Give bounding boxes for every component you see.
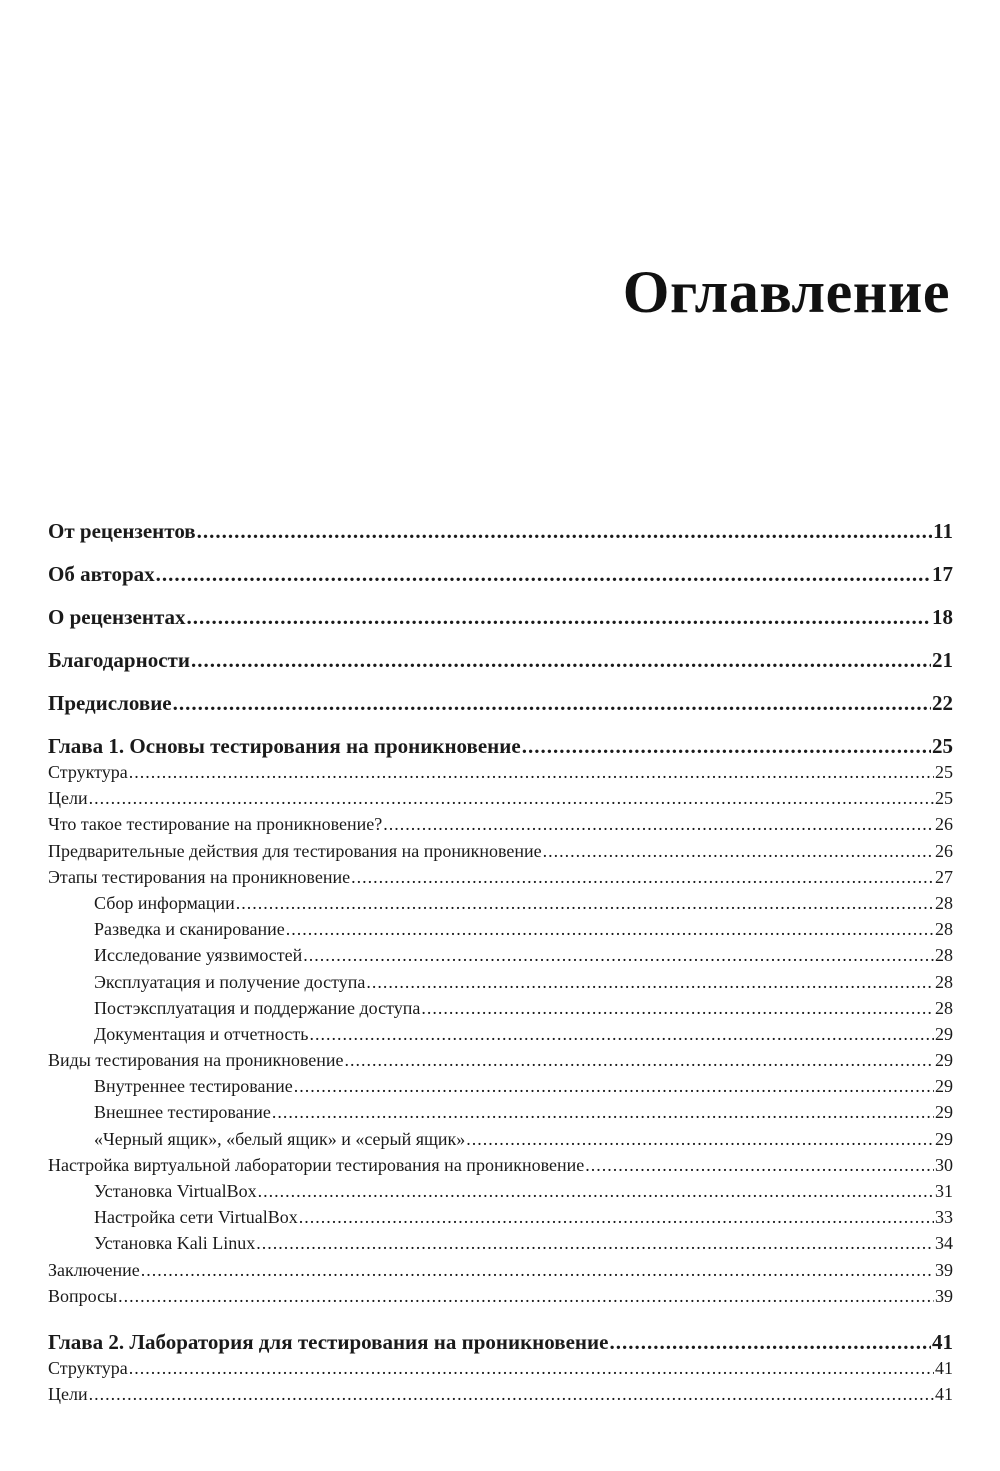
toc-entry-title: Эксплуатация и получение доступа [94,971,366,992]
toc-entry-title: Документация и отчетность [94,1023,309,1044]
toc-entry-page: 22 [932,691,953,715]
toc-entry-page: 28 [935,919,953,940]
toc-entry-page: 11 [933,519,953,543]
table-of-contents [48,518,953,1407]
toc-entry-title: Об авторах [48,562,155,586]
toc-entry-sec[interactable] [48,1047,953,1073]
toc-entry-page: 39 [935,1259,953,1280]
toc-entry-title: «Черный ящик», «белый ящик» и «серый ящик» [94,1128,466,1149]
toc-entry-page: 41 [932,1329,953,1354]
toc-entry-sub[interactable] [48,890,953,916]
toc-entry-sub[interactable] [48,1073,953,1099]
dot-leader [197,518,933,545]
toc-entry-page: 29 [935,1050,953,1071]
dot-leader [129,1355,934,1381]
toc-entry-major[interactable] [48,518,953,545]
dot-leader [522,733,931,759]
toc-entry-title: Цели [48,788,88,809]
dot-leader [256,1230,934,1256]
toc-entry-page: 25 [932,734,953,758]
toc-entry-page: 41 [935,1357,953,1378]
toc-entry-sec[interactable] [48,1257,953,1283]
toc-entry-title: Исследование уязвимостей [94,945,303,966]
toc-entry-page: 21 [932,648,953,672]
toc-entry-title: Благодарности [48,648,190,672]
toc-entry-sec[interactable] [48,811,953,837]
toc-entry-page: 29 [935,1076,953,1097]
dot-leader [543,838,934,864]
toc-entry-sec[interactable] [48,759,953,785]
toc-entry-sec[interactable] [48,1152,953,1178]
dot-leader [156,561,931,588]
toc-entry-page: 30 [935,1154,953,1175]
toc-entry-title: Предисловие [48,691,172,715]
toc-entry-page: 27 [935,866,953,887]
dot-leader [303,942,934,968]
dot-leader [421,995,934,1021]
toc-entry-chapter[interactable] [48,1329,953,1355]
toc-entry-major[interactable] [48,647,953,674]
toc-entry-page: 29 [935,1023,953,1044]
toc-entry-page: 28 [935,971,953,992]
dot-leader [466,1126,934,1152]
toc-entry-title: Структура [48,762,128,782]
toc-entry-page: 29 [935,1128,953,1149]
toc-entry-title: Что такое тестирование на проникновение? [48,814,383,835]
toc-entry-sec[interactable] [48,1381,953,1407]
toc-entry-major[interactable] [48,690,953,717]
dot-leader [299,1204,934,1230]
toc-entry-chapter[interactable] [48,733,953,759]
dot-leader [89,1381,934,1407]
toc-entry-page: 39 [935,1285,953,1306]
toc-entry-title: Структура [48,1357,128,1378]
toc-entry-page: 17 [932,562,953,586]
dot-leader [141,1257,934,1283]
dot-leader [383,811,934,837]
dot-leader [258,1178,934,1204]
toc-entry-title: Установка Kali Linux [94,1233,256,1254]
toc-entry-sec[interactable] [48,785,953,811]
toc-entry-title: Разведка и сканирование [94,919,285,940]
toc-entry-title: О рецензентах [48,605,186,629]
toc-entry-sub[interactable] [48,942,953,968]
toc-entry-sub[interactable] [48,1204,953,1230]
toc-entry-sub[interactable] [48,916,953,942]
toc-entry-title: От рецензентов [48,519,196,543]
page-title: Оглавление [622,259,950,325]
toc-entry-title: Заключение [48,1259,140,1280]
toc-entry-sec[interactable] [48,864,953,890]
dot-leader [366,969,934,995]
dot-leader [294,1073,934,1099]
toc-entry-page: 34 [935,1233,953,1254]
toc-entry-title: Глава 1. Основы тестирования на проникновение [48,734,521,758]
toc-entry-page: 28 [935,892,953,913]
dot-leader [191,647,931,674]
toc-entry-sub[interactable] [48,1126,953,1152]
toc-entry-title: Предварительные действия для тестирования на проникновение [48,840,542,861]
toc-entry-title: Виды тестирования на проникновение [48,1050,344,1071]
dot-leader [89,785,934,811]
dot-leader [345,1047,934,1073]
toc-entry-title: Сбор информации [94,892,235,913]
toc-entry-sec[interactable] [48,1355,953,1381]
toc-entry-page: 29 [935,1102,953,1123]
chapter-gap [48,1309,953,1329]
dot-leader [118,1283,934,1309]
toc-entry-page: 31 [935,1181,953,1201]
toc-entry-page: 41 [935,1384,953,1405]
toc-entry-title: Этапы тестирования на проникновение [48,866,351,887]
dot-leader [187,604,931,631]
toc-entry-page: 33 [935,1207,953,1228]
toc-entry-title: Внутреннее тестирование [94,1076,293,1097]
toc-entry-sub[interactable] [48,1021,953,1047]
toc-entry-title: Вопросы [48,1285,118,1306]
dot-leader [609,1329,931,1355]
toc-entry-major[interactable] [48,604,953,631]
toc-entry-major[interactable] [48,561,953,588]
toc-entry-sub[interactable] [48,1099,953,1125]
toc-entry-title: Настройка виртуальной лаборатории тестирования на проникновение [48,1154,585,1175]
toc-entry-title: Глава 2. Лаборатория для тестирования на проникновение [48,1329,609,1354]
toc-entry-sec[interactable] [48,1283,953,1309]
toc-entry-page: 28 [935,997,953,1018]
dot-leader [173,690,931,717]
toc-entry-sub[interactable] [48,969,953,995]
dot-leader [236,890,934,916]
toc-entry-page: 18 [932,605,953,629]
toc-entry-page: 25 [935,788,953,809]
toc-entry-sub[interactable] [48,1178,953,1204]
dot-leader [309,1021,934,1047]
dot-leader [286,916,934,942]
toc-entry-title: Установка VirtualBox [94,1181,257,1201]
dot-leader [272,1099,934,1125]
toc-entry-page: 28 [935,945,953,966]
toc-entry-sec[interactable] [48,838,953,864]
toc-entry-title: Настройка сети VirtualBox [94,1207,298,1228]
toc-entry-title: Постэксплуатация и поддержание доступа [94,997,421,1018]
toc-entry-title: Внешнее тестирование [94,1102,271,1123]
toc-entry-page: 26 [935,814,953,835]
dot-leader [585,1152,934,1178]
toc-entry-title: Цели [48,1384,88,1405]
dot-leader [129,759,934,785]
dot-leader [351,864,934,890]
toc-entry-sub[interactable] [48,995,953,1021]
toc-entry-sub[interactable] [48,1230,953,1256]
toc-entry-page: 25 [935,762,953,782]
toc-entry-page: 26 [935,840,953,861]
